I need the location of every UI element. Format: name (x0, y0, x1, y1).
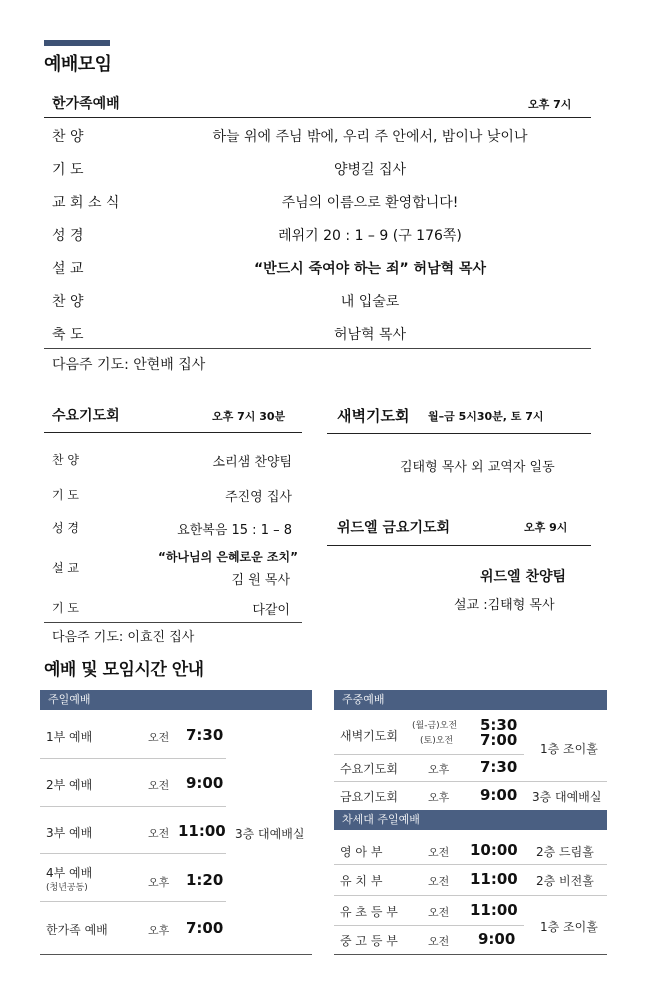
row-divider (334, 864, 607, 865)
weekday-fri-name: 금요기도회 (340, 790, 398, 804)
weekday-dawn-name: 새벽기도회 (340, 729, 398, 743)
row-label: 찬 양 (52, 294, 84, 310)
sunday-ampm: 오전 (148, 779, 170, 792)
sunday-place: 3층 대예배실 (235, 827, 305, 841)
wed-row-label: 찬 양 (52, 453, 79, 467)
sunday-time: 7:30 (186, 726, 224, 744)
nextgen-shared-place: 1층 조이홀 (540, 920, 598, 934)
dawn-time: 월–금 5시30분, 토 7시 (428, 410, 544, 423)
sunday-service-name: 4부 예배 (46, 866, 93, 880)
row-divider (40, 853, 226, 854)
row-content: “반드시 죽여야 하는 죄” 허남혁 목사 (253, 261, 487, 277)
dawn-rule (327, 433, 591, 434)
row-divider (40, 806, 226, 807)
family-worship-title: 한가족예배 (52, 96, 120, 112)
family-worship-time: 오후 7시 (528, 98, 572, 111)
wed-sermon-preacher: 김 원 목사 (231, 573, 290, 588)
row-divider (40, 758, 226, 759)
family-worship-top-rule (44, 117, 591, 118)
sunday-service-sub: (청년공동) (46, 883, 88, 893)
row-label: 축 도 (52, 327, 84, 343)
sunday-time: 11:00 (178, 822, 226, 840)
row-divider (334, 781, 607, 782)
row-divider (334, 895, 607, 896)
nextgen-ampm: 오전 (428, 935, 450, 948)
row-content: 내 입술로 (340, 294, 400, 310)
weekday-dawn-time1: 5:30 (480, 716, 518, 734)
friday-rule (327, 545, 591, 546)
wed-row-label: 기 도 (52, 601, 79, 615)
dawn-title: 새벽기도회 (337, 407, 410, 425)
sunday-ampm: 오전 (148, 827, 170, 840)
nextgen-header: 차세대 주일예배 (334, 810, 607, 830)
row-content: 양병길 집사 (333, 162, 407, 178)
schedule-title: 예배 및 모임시간 안내 (44, 660, 204, 680)
row-label: 기 도 (52, 162, 84, 178)
nextgen-dept-name: 영 아 부 (340, 845, 383, 859)
wednesday-title: 수요기도회 (52, 408, 120, 424)
weekday-header: 주중예배 (334, 690, 607, 710)
family-worship-bottom-rule (44, 348, 591, 349)
nextgen-ampm: 오전 (428, 906, 450, 919)
wed-row-label: 기 도 (52, 488, 79, 502)
row-content: 레위기 20 : 1 – 9 (구 176쪽) (278, 228, 462, 244)
wed-row-content: 주진영 집사 (225, 490, 292, 505)
row-content: 허남혁 목사 (333, 327, 407, 343)
weekday-dawn-place: 1층 조이홀 (540, 742, 598, 756)
wed-next-prayer: 다음주 기도: 이효진 집사 (52, 630, 195, 645)
row-label: 교 회 소 식 (52, 195, 120, 211)
wednesday-top-rule (44, 432, 302, 433)
wed-row-label: 설 교 (52, 561, 79, 575)
friday-time: 오후 9시 (524, 521, 568, 534)
sunday-service-name: 1부 예배 (46, 730, 93, 744)
sunday-ampm: 오후 (148, 924, 170, 937)
wed-row-content: 다같이 (252, 603, 290, 618)
weekday-wed-time: 7:30 (480, 758, 518, 776)
wed-row-content: 요한복음 15 : 1 – 8 (177, 523, 292, 538)
row-content: 주님의 이름으로 환영합니다! (281, 195, 459, 211)
weekday-fri-time: 9:00 (480, 786, 518, 804)
nextgen-place: 2층 비전홀 (536, 874, 594, 888)
sunday-ampm: 오후 (148, 876, 170, 889)
row-label: 설 교 (52, 261, 84, 277)
row-divider (334, 754, 524, 755)
sunday-header: 주일예배 (40, 690, 312, 710)
wednesday-time: 오후 7시 30분 (212, 410, 286, 423)
sunday-time: 9:00 (186, 774, 224, 792)
row-label: 찬 양 (52, 129, 84, 145)
nextgen-dept-name: 유 초 등 부 (340, 905, 398, 919)
weekday-dawn-ampm2: (토)오전 (420, 736, 454, 746)
weekday-table-bottom (334, 954, 607, 955)
sunday-time: 1:20 (186, 871, 224, 889)
nextgen-time: 11:00 (470, 870, 518, 888)
nextgen-dept-name: 유 치 부 (340, 874, 383, 888)
sunday-service-name: 3부 예배 (46, 826, 93, 840)
weekday-wed-name: 수요기도회 (340, 762, 398, 776)
row-divider (40, 901, 226, 902)
weekday-wed-ampm: 오후 (428, 763, 450, 776)
sunday-service-name: 2부 예배 (46, 778, 93, 792)
row-label: 성 경 (52, 228, 84, 244)
friday-title: 위드엘 금요기도회 (337, 520, 451, 536)
family-next-prayer: 다음주 기도: 안현배 집사 (52, 357, 206, 373)
weekday-fri-place: 3층 대예배실 (532, 790, 602, 804)
nextgen-ampm: 오전 (428, 875, 450, 888)
nextgen-place: 2층 드림홀 (536, 845, 594, 859)
friday-team: 위드엘 찬양팀 (480, 569, 567, 585)
sunday-time: 7:00 (186, 919, 224, 937)
weekday-fri-ampm: 오후 (428, 791, 450, 804)
sunday-ampm: 오전 (148, 731, 170, 744)
row-divider (334, 925, 524, 926)
nextgen-time: 9:00 (478, 930, 516, 948)
wed-row-content: 소리샘 찬양팀 (212, 455, 292, 470)
wed-sermon-title: “하나님의 은혜로운 조치” (157, 550, 298, 564)
nextgen-time: 10:00 (470, 841, 518, 859)
page-title: 예배모임 (44, 54, 112, 75)
weekday-dawn-ampm1: (월-금)오전 (412, 721, 458, 731)
sunday-service-name: 한가족 예배 (46, 923, 108, 937)
sunday-table-bottom (40, 954, 312, 955)
weekday-dawn-time2: 7:00 (480, 731, 518, 749)
nextgen-time: 11:00 (470, 901, 518, 919)
row-content: 하늘 위에 주님 밖에, 우리 주 안에서, 밤이나 낮이나 (212, 129, 528, 145)
wednesday-bottom-rule (44, 622, 302, 623)
dawn-content: 김태형 목사 외 교역자 일동 (400, 460, 555, 475)
nextgen-dept-name: 중 고 등 부 (340, 934, 398, 948)
wed-row-label: 성 경 (52, 521, 79, 535)
nextgen-ampm: 오전 (428, 846, 450, 859)
friday-preacher: 설교 :김태형 목사 (454, 598, 555, 613)
heading-accent-bar (44, 40, 110, 46)
